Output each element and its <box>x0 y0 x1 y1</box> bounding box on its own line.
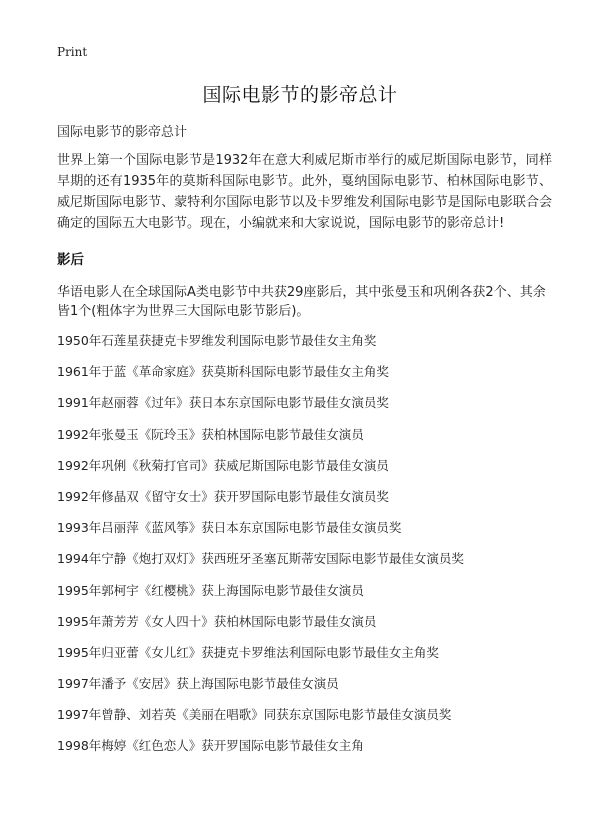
print-link[interactable]: Print <box>57 45 88 59</box>
award-entry: 1998年梅婷《红色恋人》获开罗国际电影节最佳女主角 <box>57 738 364 754</box>
section-intro-paragraph: 华语电影人在全球国际A类电影节中共获29座影后，其中张曼玉和巩俐各获2个、其余皆1个(粗体字为世界三大国际电影节影后)。 <box>57 285 546 319</box>
award-entry: 1995年归亚蕾《女儿红》获捷克卡罗维法利国际电影节最佳女主角奖 <box>57 644 439 660</box>
award-entry: 1995年萧芳芳《女人四十》获柏林国际电影节最佳女演员 <box>57 613 377 629</box>
award-entry: 1992年张曼玉《阮玲玉》获柏林国际电影节最佳女演员 <box>57 426 364 442</box>
award-entry: 1993年吕丽萍《蓝风筝》获日本东京国际电影节最佳女演员奖 <box>57 520 402 536</box>
award-entry: 1997年潘予《安居》获上海国际电影节最佳女演员 <box>57 676 339 692</box>
article-subtitle: 国际电影节的影帝总计 <box>57 125 188 140</box>
award-entry: 1997年曾静、刘若英《美丽在唱歌》同获东京国际电影节最佳女演员奖 <box>57 707 452 723</box>
award-entry: 1995年郭柯宇《红樱桃》获上海国际电影节最佳女演员 <box>57 582 364 598</box>
award-entry: 1991年赵丽蓉《过年》获日本东京国际电影节最佳女演员奖 <box>57 395 389 411</box>
award-list <box>57 332 464 769</box>
section-heading: 影后 <box>57 252 84 268</box>
award-entry: 1992年巩俐《秋菊打官司》获威尼斯国际电影节最佳女演员 <box>57 457 389 473</box>
award-entry: 1992年修晶双《留守女士》获开罗国际电影节最佳女演员奖 <box>57 488 389 504</box>
page-title: 国际电影节的影帝总计 <box>202 84 398 106</box>
award-entry: 1950年石莲星获捷克卡罗维发利国际电影节最佳女主角奖 <box>57 333 377 348</box>
intro-paragraph: 世界上第一个国际电影节是1932年在意大利威尼斯市举行的威尼斯国际电影节，同样早期的还有1935年的莫斯科国际电影节。此外，戛纳国际电影节、柏林国际电影节、威尼斯国际电影节、蒙特利尔国际电影节以及卡罗维发利国际电影节是国际电影联合会确定的国际五大电影节。现在，小编就来和大家说说，国际电影节的影帝总计! <box>57 153 552 231</box>
award-entry: 1961年于蓝《革命家庭》获莫斯科国际电影节最佳女主角奖 <box>57 364 389 380</box>
award-entry: 1994年宁静《炮打双灯》获西班牙圣塞瓦斯蒂安国际电影节最佳女演员奖 <box>57 551 464 567</box>
